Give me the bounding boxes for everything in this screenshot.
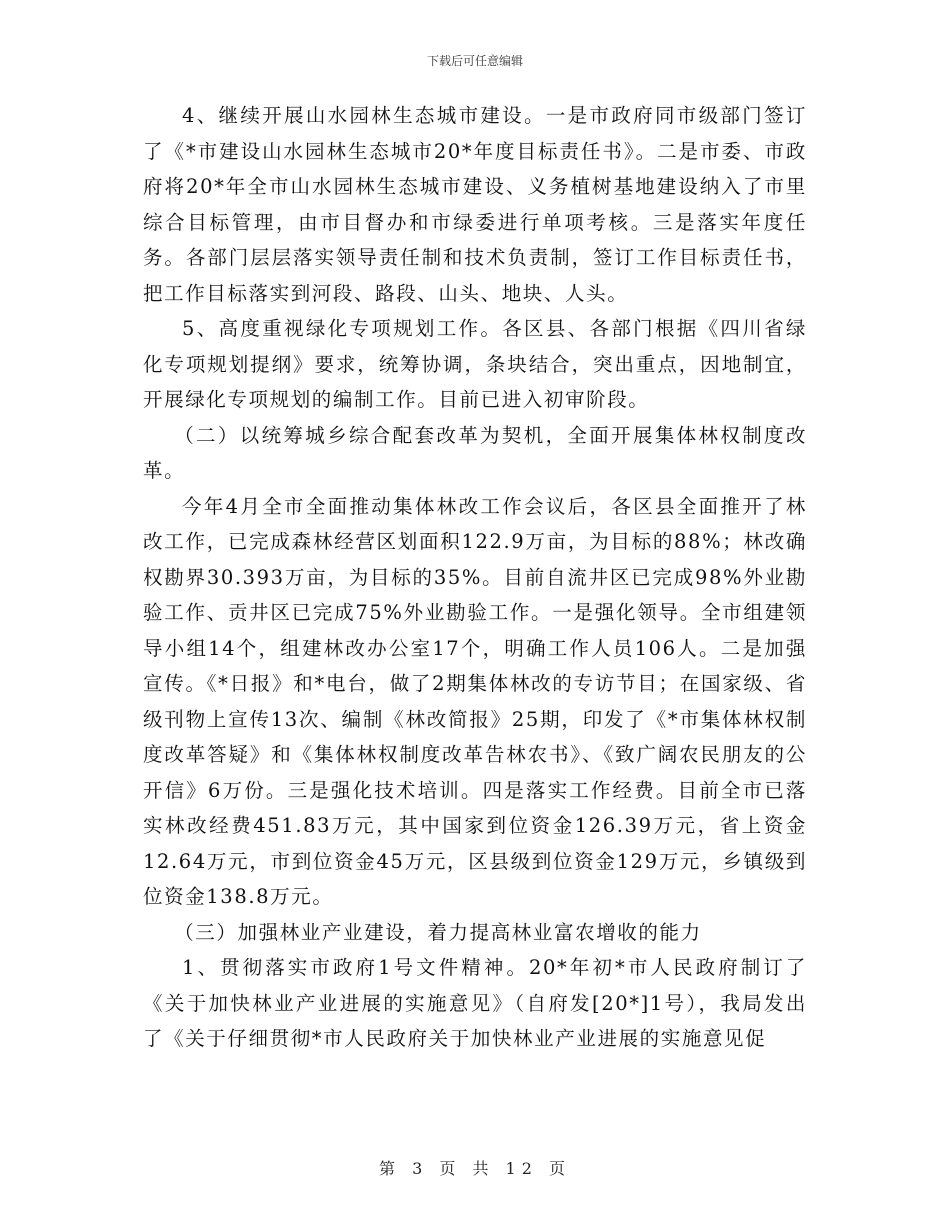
- section-heading-2: （二）以统筹城乡综合配套改革为契机，全面开展集体林权制度改革。: [143, 423, 807, 482]
- paragraph-forest-reform: 今年4月全市全面推动集体林改工作会议后，各区县全面推开了林改工作，已完成森林经营区划面积122.9万亩，为目标的88%；林改确权勘界30.393万亩，为目标的35%。目前自流井区已完成98%外业勘验工作、贡井区已完成75%外业勘验工作。一是强化领导。全市组建领导小组14个，组建林改办公室17个，明确工作人员106人。二是加强宣传。《*日报》和*电台，做了2期集体林改的专访节目；在国家级、省级刊物上宣传13次、编制《林改简报》25期，印发了《*市集体林权制度改革答疑》和《集体林权制度改革告林农书》、《致广阔农民朋友的公开信》6万份。三是强化技术培训。四是落实工作经费。目前全市已落实林改经费451.83万元，其中国家到位资金126.39万元，省上资金12.64万元，市到位资金45万元，区县级到位资金129万元，乡镇级到位资金138.8万元。: [143, 494, 807, 908]
- section-heading-3: （三）加强林业产业建设，着力提高林业富农增收的能力: [174, 920, 702, 944]
- page-header: 下载后可任意编辑: [426, 54, 523, 68]
- paragraph-item-4: 4、继续开展山水园林生态城市建设。一是市政府同市级部门签订了《*市建设山水园林生态城市20*年度目标责任书》。二是市委、市政府将20*年全市山水园林生态城市建设、义务植树基地建设纳入了市里综合目标管理，由市目督办和市绿委进行单项考核。三是落实年度任务。各部门层层落实领导责任制和技术负责制，签订工作目标责任书，把工作目标落实到河段、路段、山头、地块、人头。: [143, 104, 807, 305]
- paragraph-item-1: 1、贯彻落实市政府1号文件精神。20*年初*市人民政府制订了《关于加快林业产业进展的实施意见》（自府发[20*]1号），我局发出了《关于仔细贯彻*市人民政府关于加快林业产业进展的实施意见促: [143, 956, 807, 1050]
- document-body: [143, 98, 807, 1057]
- page-footer: 第 3 页 共 12 页: [379, 1159, 571, 1178]
- paragraph-item-5: 5、高度重视绿化专项规划工作。各区县、各部门根据《四川省绿化专项规划提纲》要求，统筹协调，条块结合，突出重点，因地制宜，开展绿化专项规划的编制工作。目前已进入初审阶段。: [143, 317, 807, 411]
